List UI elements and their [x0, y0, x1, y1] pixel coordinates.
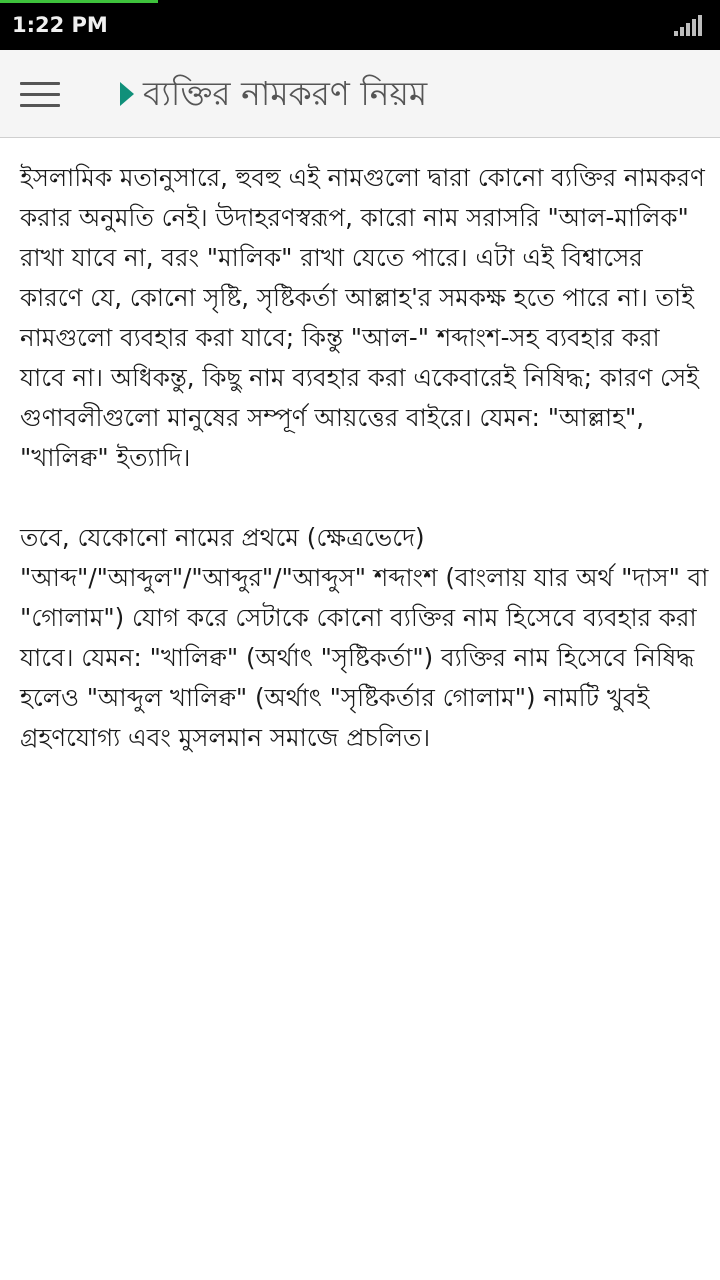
signal-bars-icon [674, 14, 708, 36]
article-paragraph: তবে, যেকোনো নামের প্রথমে (ক্ষেত্রভেদে) "আব্দ"/"আব্দুল"/"আব্দুর"/"আব্দুস" শব্দাংশ (বাংলায় যার অর্থ "দাস" বা "গোলাম") যোগ করে সেটাকে কোনো ব্যক্তির নাম হিসেবে ব্যবহার করা যাবে। যেমন: "খালিক্ব" (অর্থাৎ "সৃষ্টিকর্তা") ব্যক্তির নাম হিসেবে নিষিদ্ধ হলেও "আব্দুল খালিক্ব" (অর্থাৎ "সৃষ্টিকর্তার গোলাম") নামটি খুবই গ্রহণযোগ্য এবং মুসলমান সমাজে প্রচলিত। [20, 523, 709, 752]
caret-right-icon [120, 82, 134, 106]
status-progress-bar [0, 0, 158, 3]
article-paragraph: ইসলামিক মতানুসারে, হুবহু এই নামগুলো দ্বারা কোনো ব্যক্তির নামকরণ করার অনুমতি নেই। উদাহরণস্বরূপ, কারো নাম সরাসরি "আল-মালিক" রাখা যাবে না, বরং "মালিক" রাখা যেতে পারে। এটা এই বিশ্বাসের কারণে যে, কোনো সৃষ্টি, সৃষ্টিকর্তা আল্লাহ'র সমকক্ষ হতে পারে না। তাই নামগুলো ব্যবহার করা যাবে; কিন্তু "আল-" শব্দাংশ-সহ ব্যবহার করা যাবে না। অধিকন্তু, কিছু নাম ব্যবহার করা একেবারেই নিষিদ্ধ; কারণ সেই গুণাবলীগুলো মানুষের সম্পূর্ণ আয়ত্তের বাইরে। যেমন: "আল্লাহ", "খালিক্ব" ইত্যাদি। [20, 163, 705, 472]
status-time: 1:22 PM [12, 13, 108, 37]
article-content [20, 158, 710, 758]
page-title: ব্যক্তির নামকরণ নিয়ম [143, 74, 428, 113]
status-bar [0, 0, 720, 50]
hamburger-menu-icon[interactable] [14, 72, 66, 116]
